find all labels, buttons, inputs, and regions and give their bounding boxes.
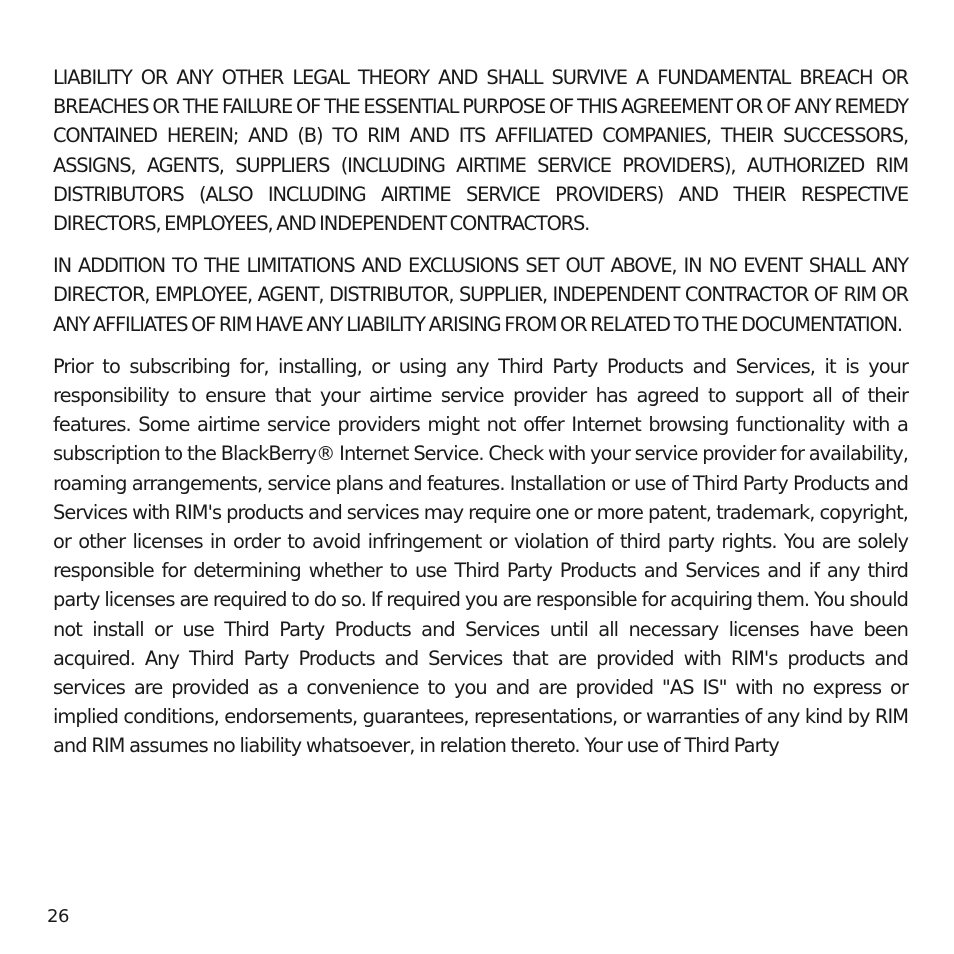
third-party-paragraph: Prior to subscribing for, installing, or using any Third Party Products and Services, it is your responsibility to ensure that your airtime service provider has agreed to support all of their features. Some airtime service providers might not offer Internet browsing functionality with a subscription to the BlackBerry® Internet Service. Check with your service provider for availability, roaming arrangements, service plans and features. Installation or use of Third Party Products and Services with RIM's products and services may require one or more patent, trademark, copyright, or other licenses in order to avoid infringement or violation of third party rights. You are solely responsible for determining whether to use Third Party Products and Services and if any third party licenses are required to do so. If required you are responsible for acquiring them. You should not install or use Third Party Products and Services until all necessary licenses have been acquired. Any Third Party Products and Services that are provided with RIM's products and services are provided as a convenience to you and are provided "AS IS" with no express or implied conditions, endorsements, guarantees, representations, or warranties of any kind by RIM and RIM assumes no liability whatsoever, in relation thereto. Your use of Third Party: [53, 354, 908, 758]
page-number: 26: [47, 906, 69, 927]
limitations-paragraph: IN ADDITION TO THE LIMITATIONS AND EXCLUSIONS SET OUT ABOVE, IN NO EVENT SHALL ANY DIRECTOR, EMPLOYEE, AGENT, DISTRIBUTOR, SUPPLIER, INDEPENDENT CONTRACTOR OF RIM OR ANY AFFILIATES OF RIM HAVE ANY LIABILITY ARISING FROM OR RELATED TO THE DOCUMENTATION.: [53, 254, 908, 336]
document-page: [53, 63, 908, 774]
liability-paragraph: LIABILITY OR ANY OTHER LEGAL THEORY AND SHALL SURVIVE A FUNDAMENTAL BREACH OR BREACHES OR THE FAILURE OF THE ESSENTIAL PURPOSE OF THIS AGREEMENT OR OF ANY REMEDY CONTAINED HEREIN; AND (B) TO RIM AND ITS AFFILIATED COMPANIES, THEIR SUCCESSORS, ASSIGNS, AGENTS, SUPPLIERS (INCLUDING AIRTIME SERVICE PROVIDERS), AUTHORIZED RIM DISTRIBUTORS (ALSO INCLUDING AIRTIME SERVICE PROVIDERS) AND THEIR RESPECTIVE DIRECTORS, EMPLOYEES, AND INDEPENDENT CONTRACTORS.: [53, 66, 908, 236]
